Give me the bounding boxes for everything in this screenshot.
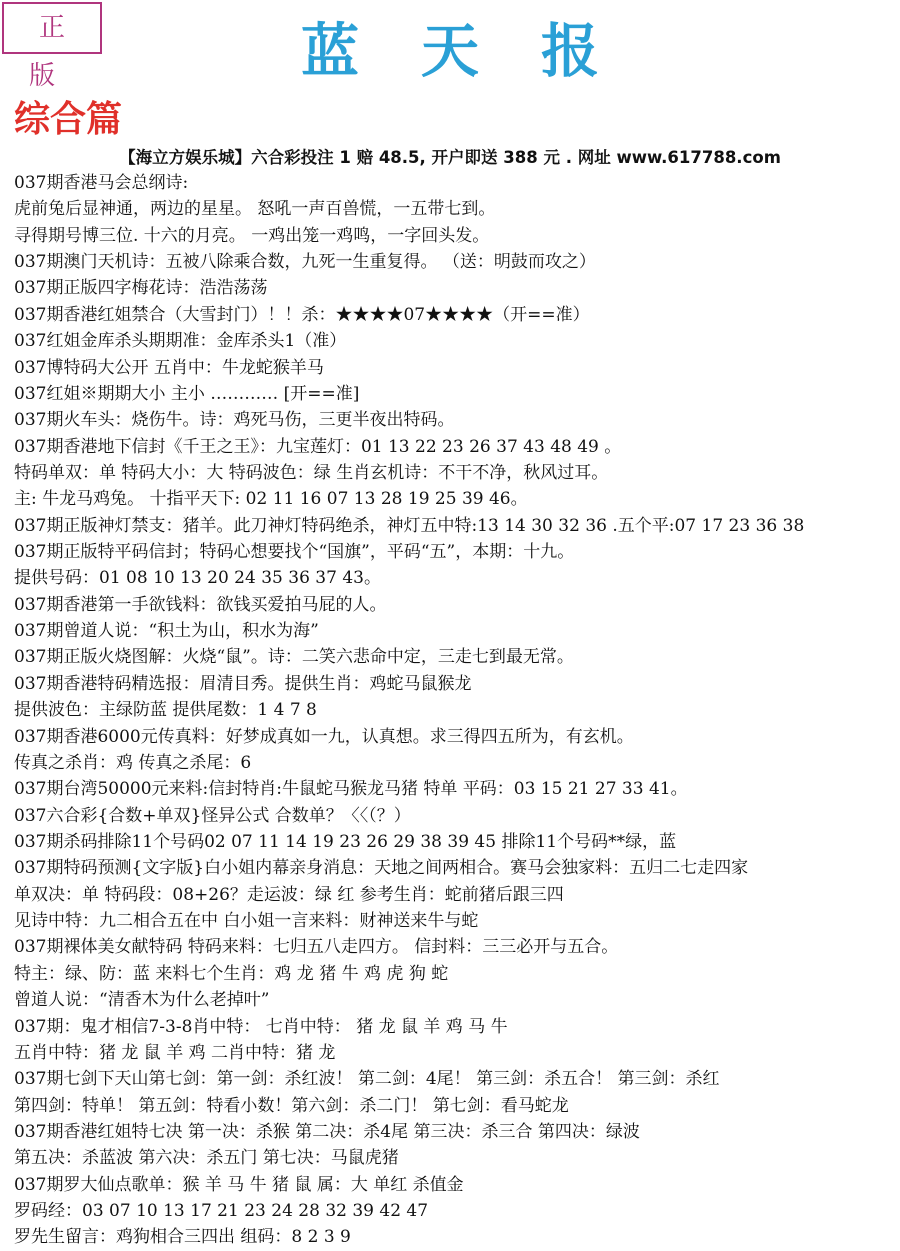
text-line: 罗先生留言：鸡狗相合三四出 组码：8 2 3 9 <box>14 1227 351 1248</box>
text-line: 主: 牛龙马鸡兔。 十指平天下: 02 11 16 07 13 28 19 25 39 46。 <box>14 489 528 510</box>
text-line: 037期香港马会总纲诗: <box>14 173 189 193</box>
text-line: 五肖中特：猪 龙 鼠 羊 鸡 二肖中特：猪 龙 <box>14 1042 336 1063</box>
text-line: 037期正版特平码信封；特码心想要找个“国旗”，平码“五”，本期：十九。 <box>14 542 575 563</box>
text-line: 特主：绿、防：蓝 来料七个生肖：鸡 龙 猪 牛 鸡 虎 狗 蛇 <box>14 963 449 984</box>
text-line: 037期裸体美女献特码 特码来料：七归五八走四方。 信封料：三三必开与五合。 <box>14 937 619 958</box>
authentic-stamp: 正版 <box>2 2 102 54</box>
text-line: 037期香港红姐禁合（大雪封门）！！杀：★★★★07★★★★（开==准） <box>14 304 590 325</box>
text-line: 037期香港地下信封《千王之王》：九宝莲灯：01 13 22 23 26 37 43 48 49 。 <box>14 436 622 457</box>
text-line: 037期杀码排除11个号码02 07 11 14 19 23 26 29 38 39 45 排除11个号码**绿，蓝 <box>14 831 677 852</box>
page-title: 蓝天报 <box>300 17 661 85</box>
text-line: 传真之杀肖：鸡 传真之杀尾：6 <box>14 752 252 773</box>
text-line: 提供号码：01 08 10 13 20 24 35 36 37 43。 <box>14 568 381 589</box>
text-line: 037期香港红姐特七决 第一决：杀猴 第二决：杀4尾 第三决：杀三合 第四决：绿波 <box>14 1121 640 1142</box>
content-lines <box>14 170 898 1251</box>
text-line: 037期火车头：烧伤牛。诗：鸡死马伤，三更半夜出特码。 <box>14 410 455 431</box>
text-line: 037期正版四字梅花诗：浩浩荡荡 <box>14 278 268 299</box>
text-line: 037期香港6000元传真料：好梦成真如一九，认真想。求三得四五所为，有玄机。 <box>14 726 634 747</box>
text-line: 037六合彩{合数+单双}怪异公式 合数单？〈〈（？） <box>14 805 411 826</box>
text-line: 037博特码大公开 五肖中：牛龙蛇猴羊马 <box>14 357 324 378</box>
ad-banner: 【海立方娱乐城】六合彩投注 1 赔 48.5, 开户即送 388 元 . 网址 www.617788.com <box>119 148 781 167</box>
text-line: 罗码经：03 07 10 13 17 21 23 24 28 32 39 42 47 <box>14 1201 429 1222</box>
text-line: 037红姐金库杀头期期准：金库杀头1（准） <box>14 331 347 352</box>
text-line: 虎前兔后显神通，两边的星星。 怒吼一声百兽慌，一五带七到。 <box>14 199 496 220</box>
text-line: 特码单双：单 特码大小：大 特码波色：绿 生肖玄机诗：不干不净，秋风过耳。 <box>14 462 609 483</box>
text-line: 037期澳门天机诗：五被八除乘合数，九死一生重复得。 （送：明鼓而攻之） <box>14 252 596 273</box>
text-line: 037期：鬼才相信7-3-8肖中特： 七肖中特： 猪 龙 鼠 羊 鸡 马 牛 <box>14 1016 508 1037</box>
text-line: 037期正版神灯禁支：猪羊。此刀神灯特码绝杀，神灯五中特:13 14 30 32 36 .五个平:07 17 23 36 38 <box>14 515 805 536</box>
text-line: 037期罗大仙点歌单：猴 羊 马 牛 猪 鼠 属：大 单红 杀值金 <box>14 1174 464 1195</box>
text-line: 单双决：单 特码段：08+26？走运波：绿 红 参考生肖：蛇前猪后跟三四 <box>14 884 564 905</box>
text-line: 第五决：杀蓝波 第六决：杀五门 第七决：马鼠虎猪 <box>14 1148 399 1169</box>
text-line: 037期特码预测{文字版}白小姐内幕亲身消息：天地之间两相合。赛马会独家料：五归二七走四家 <box>14 858 749 879</box>
text-line: 寻得期号博三位. 十六的月亮。 一鸡出笼一鸡鸣，一字回头发。 <box>14 225 490 246</box>
text-line: 037期香港特码精选报：眉清目秀。提供生肖：鸡蛇马鼠猴龙 <box>14 673 472 694</box>
text-line: 037期曾道人说：“积土为山，积水为海” <box>14 621 319 642</box>
text-line: 037期正版火烧图解：火烧“鼠”。诗：二笑六悲命中定，三走七到最无常。 <box>14 647 574 668</box>
text-line: 037期台湾50000元来料:信封特肖:牛鼠蛇马猴龙马猪 特单 平码：03 15 21 27 33 41。 <box>14 779 688 800</box>
section-heading: 综合篇 <box>14 98 123 140</box>
text-line: 第四剑：特单！ 第五剑：特看小数！第六剑：杀二门！ 第七剑：看马蛇龙 <box>14 1095 569 1116</box>
text-line: 见诗中特：九二相合五在中 白小姐一言来料：财神送来牛与蛇 <box>14 911 479 932</box>
text-line: 037期七剑下天山第七剑：第一剑：杀红波！ 第二剑：4尾！ 第三剑：杀五合！ 第三剑：杀红 <box>14 1069 720 1090</box>
text-line: 提供波色：主绿防蓝 提供尾数：1 4 7 8 <box>14 700 317 721</box>
text-line: 037期香港第一手欲钱料：欲钱买爱拍马屁的人。 <box>14 594 387 615</box>
text-line: 曾道人说：“清香木为什么老掉叶” <box>14 990 270 1011</box>
text-line: 037红姐※期期大小 主小 ………… [开==准] <box>14 383 360 404</box>
